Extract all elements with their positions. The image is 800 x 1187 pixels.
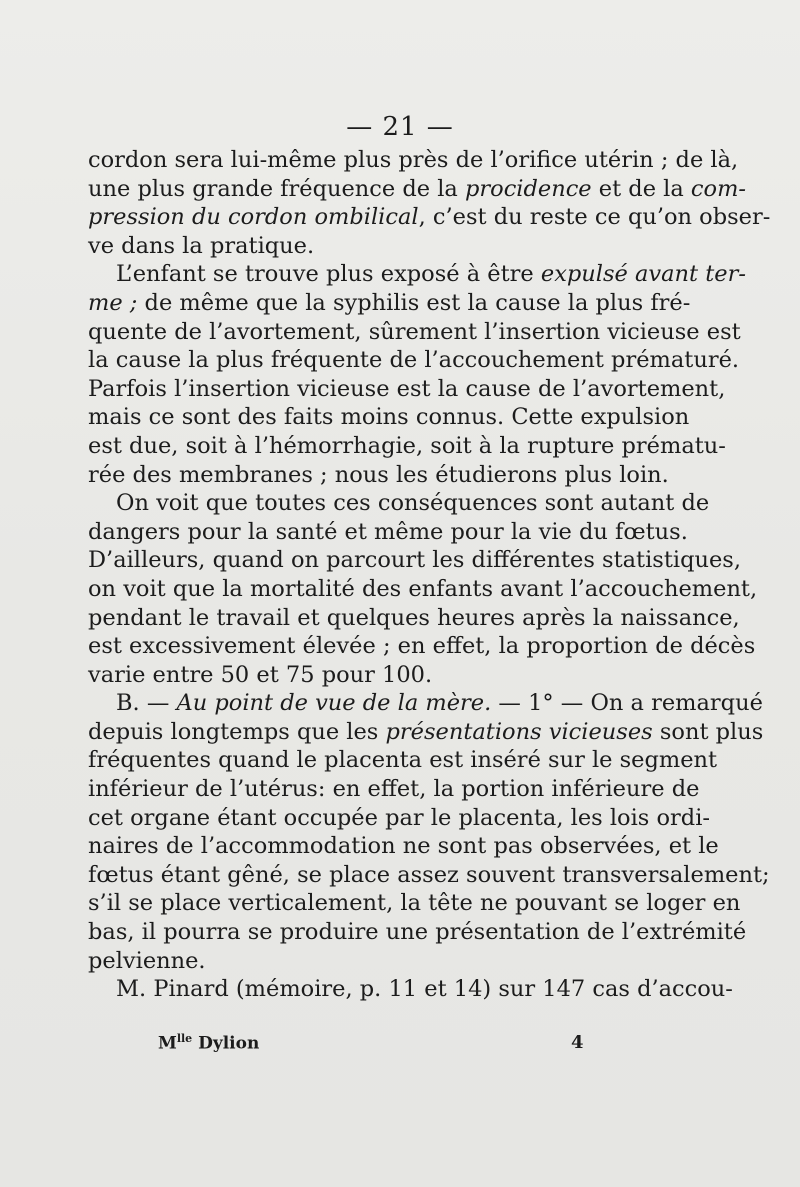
text-line: rée des membranes ; nous les étudierons plus loin.: [88, 461, 669, 488]
text-line: ve dans la pratique.: [88, 232, 315, 259]
text-line: pression du cordon ombilical, c’est du reste ce qu’on obser-: [88, 204, 771, 231]
text-line: dangers pour la santé et même pour la vie du fœtus.: [88, 518, 688, 545]
text-line: pendant le travail et quelques heures après la naissance,: [88, 604, 740, 631]
text-line: cet organe étant occupée par le placenta, les lois ordi-: [88, 804, 710, 831]
author-signature: $M^{lle}$ Dylion: [158, 1032, 260, 1054]
text-line: est due, soit à l’hémorrhagie, soit à la rupture prématu-: [88, 432, 726, 459]
text-line: D’ailleurs, quand on parcourt les différentes statistiques,: [88, 547, 741, 574]
text-line: me ; de même que la syphilis est la cause la plus fré-: [88, 289, 691, 316]
text-line: pelvienne.: [88, 947, 206, 974]
text-line: fréquentes quand le placenta est inséré sur le segment: [88, 747, 718, 774]
text-line: On voit que toutes ces conséquences sont autant de: [116, 490, 710, 517]
text-line: est excessivement élevée ; en effet, la proportion de décès: [88, 633, 756, 660]
text-line: une plus grande fréquence de la procidence et de la com-: [88, 175, 747, 202]
text-line: naires de l’accommodation ne sont pas observées, et le: [88, 833, 719, 860]
text-line: cordon sera lui-même plus près de l’orifice utérin ; de là,: [88, 147, 739, 173]
text-line: fœtus étant gêné, se place assez souvent transversalement;: [88, 861, 770, 888]
text-line: varie entre 50 et 75 pour 100.: [88, 661, 433, 688]
body-text: [88, 146, 771, 1004]
text-line: bas, il pourra se produire une présentation de l’extrémité: [88, 919, 747, 946]
text-line: la cause la plus fréquente de l’accouchement prématuré.: [88, 347, 740, 374]
text-line: depuis longtemps que les présentations vicieuses sont plus: [88, 718, 764, 745]
text-line: s’il se place verticalement, la tête ne pouvant se loger en: [88, 890, 741, 917]
text-line: mais ce sont des faits moins connus. Cette expulsion: [88, 404, 690, 431]
text-line: on voit que la mortalité des enfants avant l’accouchement,: [88, 575, 758, 602]
text-line: quente de l’avortement, sûrement l’insertion vicieuse est: [88, 318, 741, 345]
text-line: inférieur de l’utérus: en effet, la portion inférieure de: [88, 776, 700, 803]
text-line: B. — Au point de vue de la mère. — 1° — On a remarqué: [116, 690, 763, 717]
text-line: L’enfant se trouve plus exposé à être expulsé avant ter-: [116, 261, 746, 288]
text-line: M. Pinard (mémoire, p. 11 et 14) sur 147 cas d’accou-: [116, 976, 733, 1003]
sheet-number: 4: [571, 1032, 584, 1053]
page-number: — 21 —: [346, 112, 454, 142]
text-line: Parfois l’insertion vicieuse est la cause de l’avortement,: [88, 375, 726, 402]
